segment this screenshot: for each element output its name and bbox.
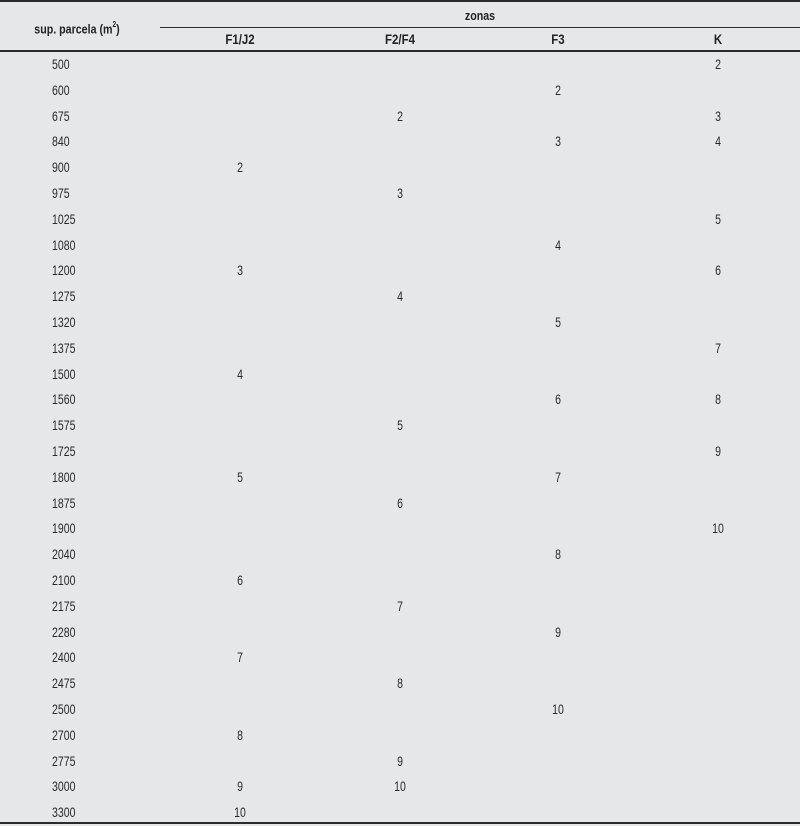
sup-parcela-cell: 1320: [52, 314, 76, 330]
sup-parcela-cell: 1900: [52, 521, 76, 537]
f3-cell: 5: [555, 314, 561, 330]
sup-parcela-cell: 2280: [52, 624, 76, 640]
f1j2-cell: 8: [237, 727, 243, 743]
f3-cell: 9: [555, 624, 561, 640]
table-row: [0, 467, 800, 493]
table-row: [0, 647, 800, 673]
f3-cell: 2: [555, 82, 561, 98]
sup-parcela-cell: 2400: [52, 650, 76, 666]
sup-parcela-cell: 3300: [52, 805, 76, 821]
sup-parcela-cell: 1575: [52, 418, 76, 434]
sup-parcela-label-close: ): [116, 21, 120, 37]
table-body: [0, 54, 800, 828]
f2f4-cell: 9: [397, 753, 403, 769]
f2f4-cell: 5: [397, 418, 403, 434]
k-cell: 9: [715, 443, 721, 459]
k-cell: 5: [715, 211, 721, 227]
sup-parcela-cell: 1375: [52, 340, 76, 356]
sup-parcela-cell: 2775: [52, 753, 76, 769]
sup-parcela-cell: 975: [52, 185, 70, 201]
zonas-group-header: zonas: [464, 8, 496, 23]
table-top-rule: [0, 0, 800, 2]
sup-parcela-cell: 1800: [52, 469, 76, 485]
table-row: [0, 441, 800, 467]
table-row: [0, 699, 800, 725]
sup-parcela-unit-exponent: 2: [112, 20, 117, 29]
f1j2-cell: 10: [234, 805, 246, 821]
k-cell: 7: [715, 340, 721, 356]
table-row: [0, 596, 800, 622]
f1j2-cell: 4: [237, 366, 243, 382]
column-header-f3: F3: [551, 31, 565, 47]
f3-cell: 4: [555, 237, 561, 253]
table-row: [0, 493, 800, 519]
f3-cell: 6: [555, 392, 561, 408]
f1j2-cell: 3: [237, 263, 243, 279]
table-row: [0, 389, 800, 415]
table-row: [0, 751, 800, 777]
table-row: [0, 80, 800, 106]
table-row: [0, 54, 800, 80]
f2f4-cell: 2: [397, 108, 403, 124]
table-row: [0, 364, 800, 390]
f2f4-cell: 3: [397, 185, 403, 201]
sup-parcela-cell: 1275: [52, 289, 76, 305]
column-header-k: K: [713, 31, 723, 47]
sup-parcela-cell: 1025: [52, 211, 76, 227]
sup-parcela-cell: 1200: [52, 263, 76, 279]
table-row: [0, 802, 800, 828]
k-cell: 6: [715, 263, 721, 279]
table-bottom-rule: [0, 822, 800, 824]
f3-cell: 8: [555, 547, 561, 563]
header-bottom-rule: [0, 50, 800, 52]
sup-parcela-cell: 3000: [52, 779, 76, 795]
sup-parcela-cell: 675: [52, 108, 70, 124]
k-cell: 10: [712, 521, 724, 537]
table-row: [0, 106, 800, 132]
sup-parcela-cell: 600: [52, 82, 70, 98]
sup-parcela-cell: 1875: [52, 495, 76, 511]
column-header-f1j2: F1/J2: [225, 31, 255, 47]
table-row: [0, 312, 800, 338]
table-row: [0, 518, 800, 544]
sup-parcela-cell: 1080: [52, 237, 76, 253]
table-row: [0, 544, 800, 570]
f2f4-cell: 7: [397, 598, 403, 614]
f3-cell: 10: [552, 701, 564, 717]
sup-parcela-cell: 1500: [52, 366, 76, 382]
f1j2-cell: 5: [237, 469, 243, 485]
f2f4-cell: 6: [397, 495, 403, 511]
sup-parcela-cell: 1725: [52, 443, 76, 459]
k-cell: 2: [715, 57, 721, 72]
sup-parcela-cell: 2100: [52, 572, 76, 588]
sup-parcela-header: [24, 21, 131, 36]
table-row: [0, 338, 800, 364]
sup-parcela-cell: 2040: [52, 547, 76, 563]
f1j2-cell: 2: [237, 160, 243, 176]
f1j2-cell: 9: [237, 779, 243, 795]
table-row: [0, 235, 800, 261]
f1j2-cell: 7: [237, 650, 243, 666]
table-row: [0, 776, 800, 802]
table-row: [0, 183, 800, 209]
sup-parcela-cell: 500: [52, 57, 70, 72]
table-row: [0, 673, 800, 699]
table-row: [0, 415, 800, 441]
sup-parcela-cell: 840: [52, 134, 70, 150]
table-row: [0, 570, 800, 596]
table-row: [0, 286, 800, 312]
sup-parcela-cell: 2175: [52, 598, 76, 614]
zonas-underline: [160, 27, 800, 28]
k-cell: 8: [715, 392, 721, 408]
f2f4-cell: 4: [397, 289, 403, 305]
sup-parcela-cell: 900: [52, 160, 70, 176]
sup-parcela-label: sup. parcela (m: [34, 21, 113, 37]
f2f4-cell: 8: [397, 676, 403, 692]
column-header-f2f4: F2/F4: [384, 31, 415, 47]
table-row: [0, 622, 800, 648]
table-row: [0, 131, 800, 157]
table-row: [0, 209, 800, 235]
k-cell: 3: [715, 108, 721, 124]
f3-cell: 3: [555, 134, 561, 150]
sup-parcela-cell: 1560: [52, 392, 76, 408]
sup-parcela-cell: 2500: [52, 701, 76, 717]
k-cell: 4: [715, 134, 721, 150]
f2f4-cell: 10: [394, 779, 406, 795]
f3-cell: 7: [555, 469, 561, 485]
table-row: [0, 725, 800, 751]
sup-parcela-cell: 2475: [52, 676, 76, 692]
table-row: [0, 260, 800, 286]
table-row: [0, 157, 800, 183]
f1j2-cell: 6: [237, 572, 243, 588]
sup-parcela-cell: 2700: [52, 727, 76, 743]
